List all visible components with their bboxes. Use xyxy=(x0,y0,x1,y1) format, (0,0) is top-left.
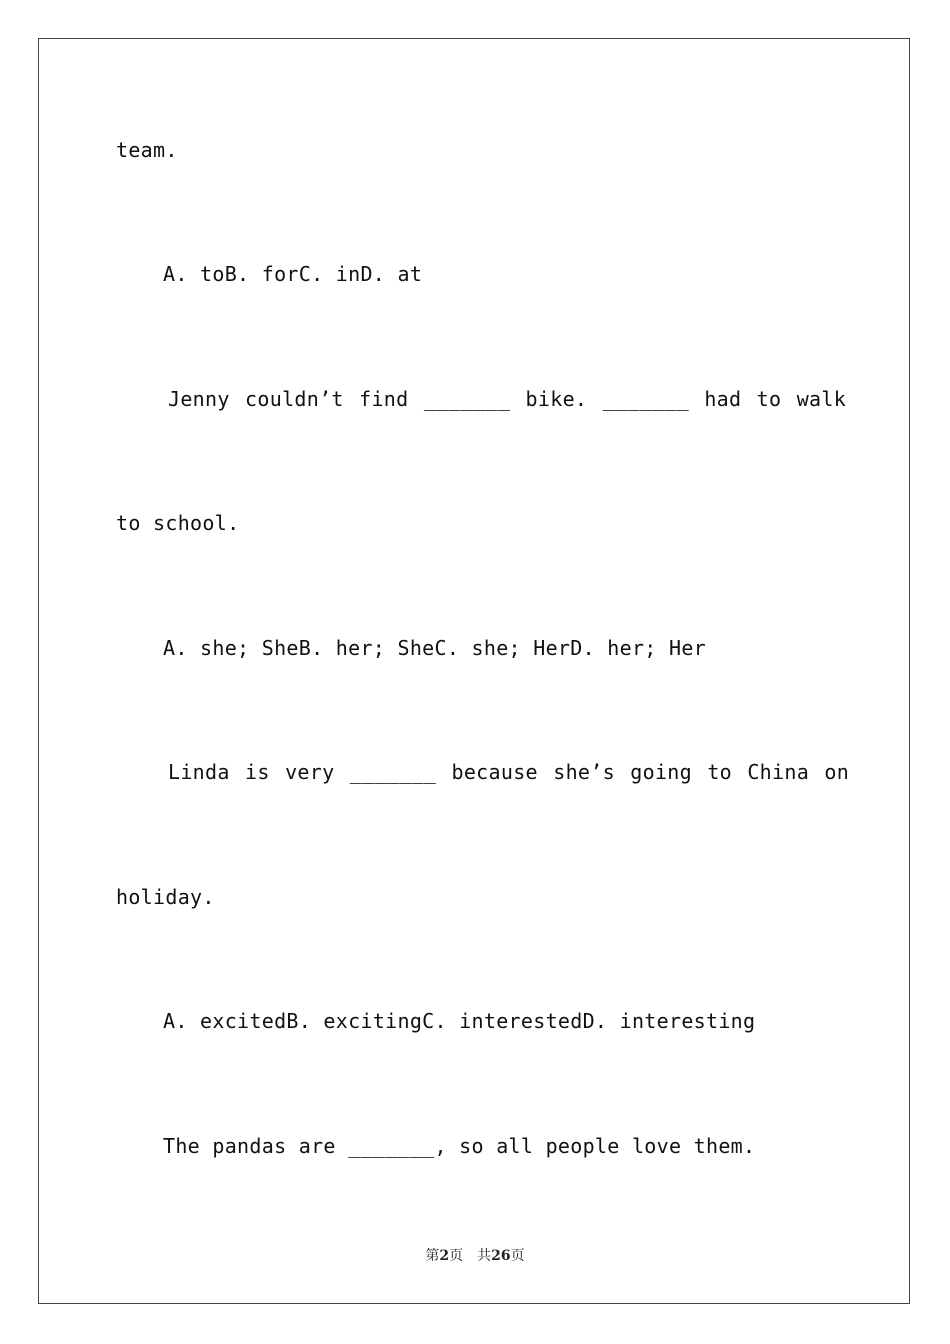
question-jenny: Jenny couldn’t find _______ bike. _______ had to walk xyxy=(168,387,847,411)
text-line-to-school: to school. xyxy=(116,511,240,535)
footer-suffix: 页 xyxy=(510,1248,525,1264)
footer-page-number: 2 xyxy=(439,1248,450,1264)
question-linda: Linda is very _______ because she’s going to China on xyxy=(168,760,850,784)
text-line-holiday: holiday. xyxy=(116,885,215,909)
footer-mid: 页 共 xyxy=(449,1248,492,1264)
page-border xyxy=(38,38,910,1304)
footer-total-pages: 26 xyxy=(491,1248,511,1264)
text-line-team: team. xyxy=(116,138,178,162)
options-line-2: A. she; SheB. her; SheC. she; HerD. her; Her xyxy=(163,636,707,660)
options-line-1: A. toB. forC. inD. at xyxy=(163,262,423,286)
question-pandas: The pandas are _______, so all people love them. xyxy=(163,1134,756,1158)
page-footer xyxy=(0,1245,950,1265)
options-line-3: A. excitedB. excitingC. interestedD. interesting xyxy=(163,1009,756,1033)
footer-prefix: 第 xyxy=(425,1248,440,1264)
